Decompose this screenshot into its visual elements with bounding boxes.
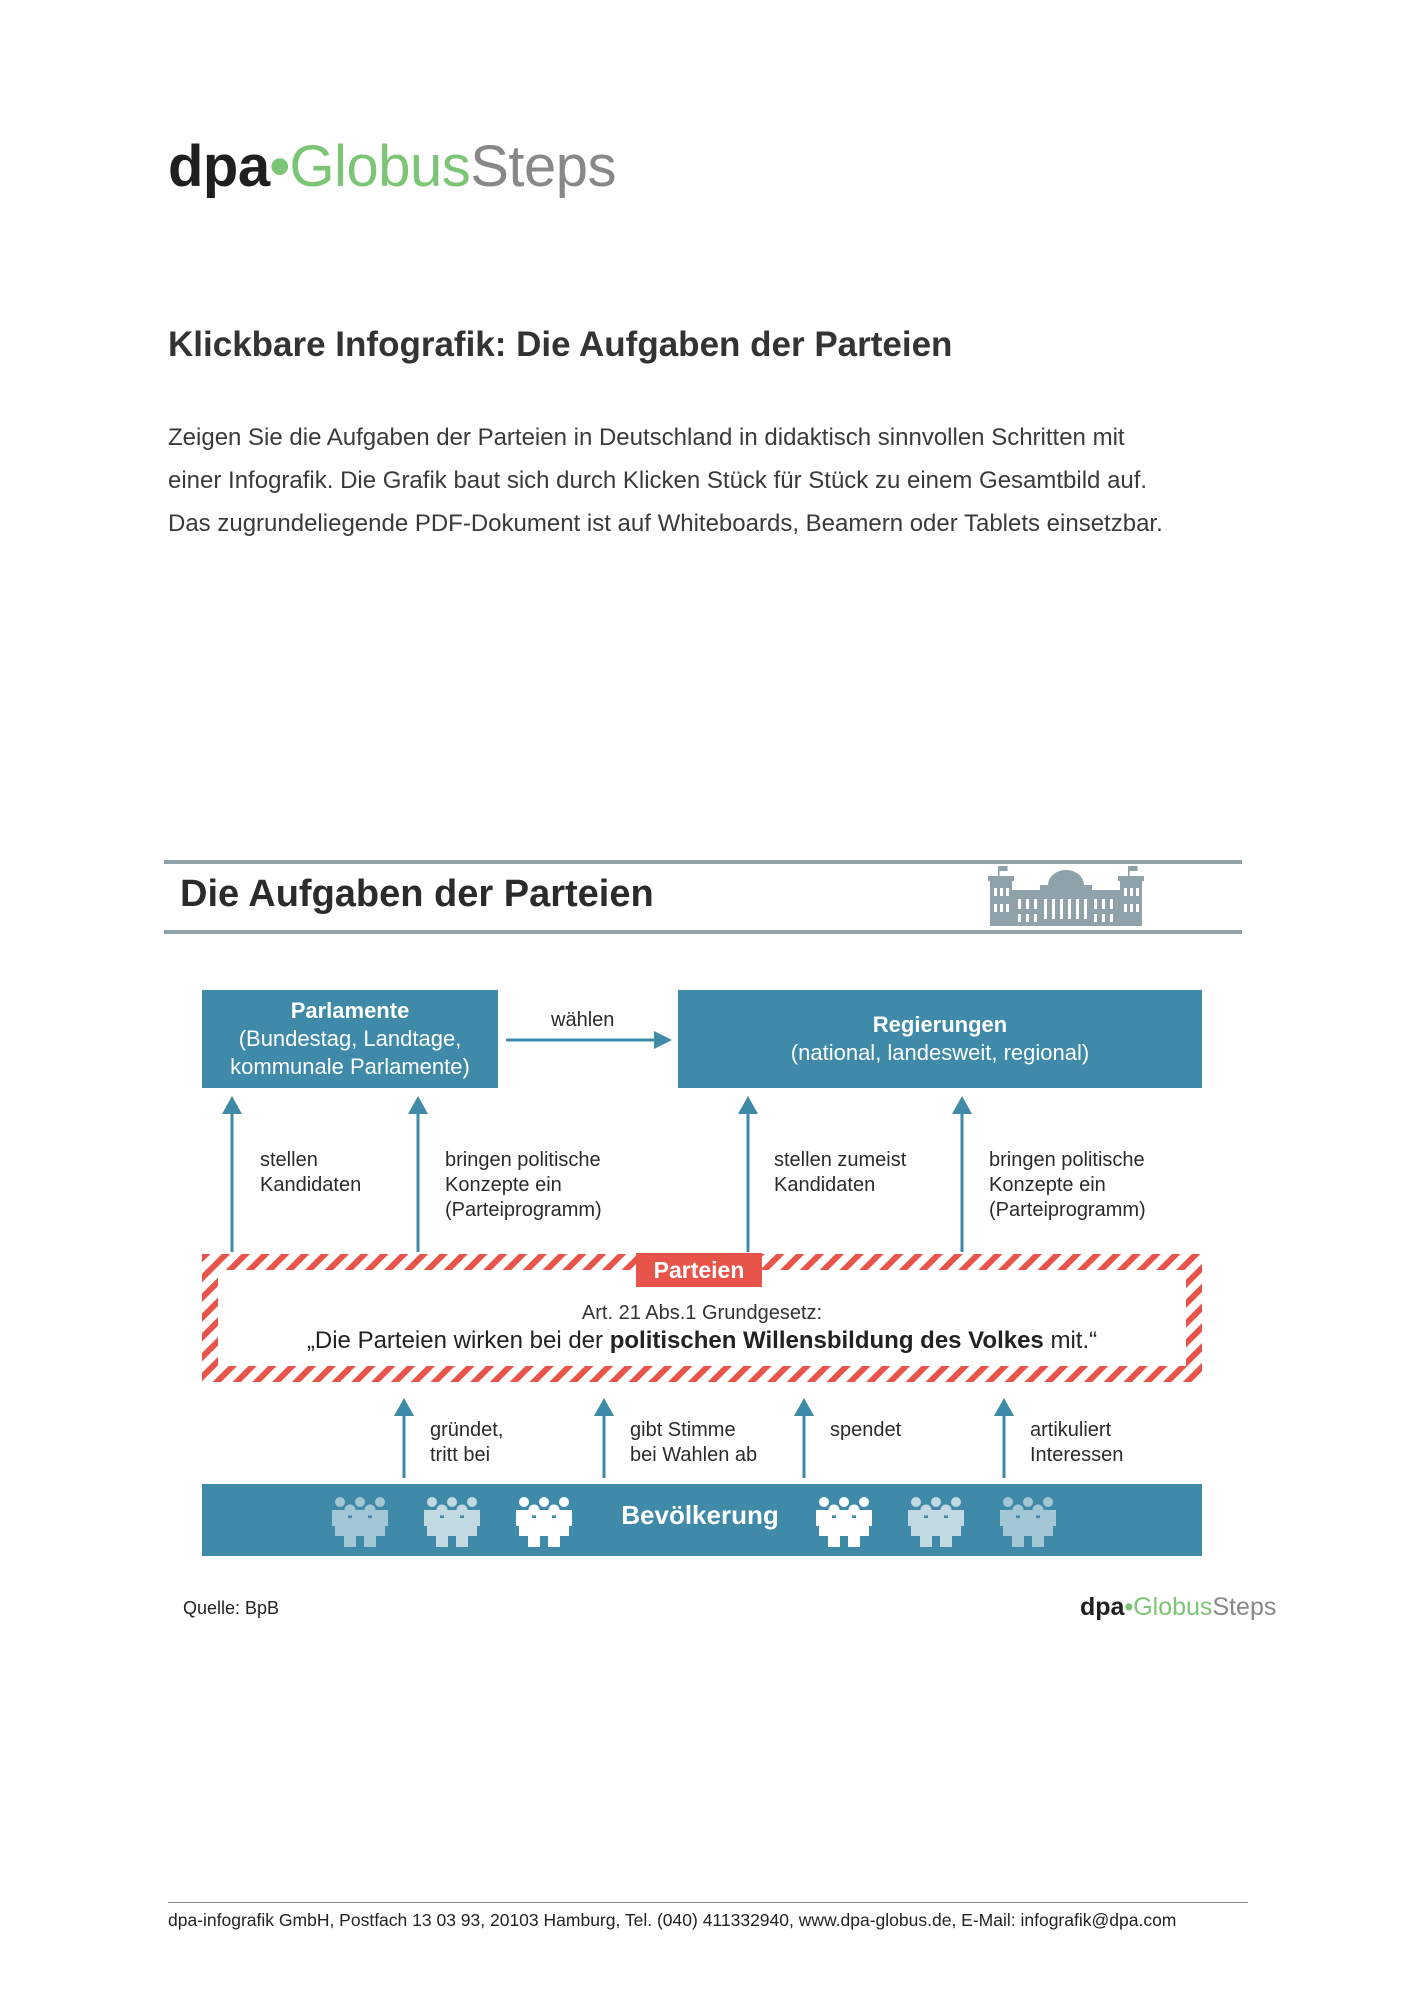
logo-dpa: dpa <box>168 134 270 199</box>
parlamente-subtitle: kommunale Parlamente) <box>230 1054 470 1079</box>
arrow-head-icon <box>394 1398 414 1416</box>
arrow-head-icon <box>738 1096 758 1114</box>
logo-dot: • <box>1124 1593 1134 1621</box>
arrow-head-icon <box>408 1096 428 1114</box>
arrow-head-icon <box>794 1398 814 1416</box>
people-group-icon <box>516 1497 572 1547</box>
label-stellen-zumeist-kandidaten: stellen zumeist Kandidaten <box>774 1149 907 1196</box>
footer-address: dpa-infografik GmbH, Postfach 13 03 93, 20103 Hamburg, Tel. (040) 411332940, www.dpa-globus.de, E-Mail: infografik@dpa.com <box>168 1910 1177 1930</box>
source-note: Quelle: BpB <box>183 1598 280 1618</box>
logo-steps: Steps <box>470 134 617 199</box>
waehlen-label: wählen <box>551 1009 615 1031</box>
intro-line: einer Infografik. Die Grafik baut sich durch Klicken Stück für Stück zu einem Gesamtbild auf. <box>168 467 1148 494</box>
parteien-badge: Parteien <box>636 1253 762 1287</box>
logo-globus: Globus <box>1133 1593 1213 1621</box>
regierungen-subtitle: (national, landesweit, regional) <box>790 1040 1090 1065</box>
graphic-title: Die Aufgaben der Parteien <box>180 873 654 915</box>
label-stellen-kandidaten: stellen Kandidaten <box>260 1149 362 1196</box>
arrow-head-icon <box>994 1398 1014 1416</box>
logo-steps: Steps <box>1212 1593 1277 1621</box>
people-group-icon <box>332 1497 388 1547</box>
page-title: Klickbare Infografik: Die Aufgaben der Parteien <box>168 325 953 364</box>
grundgesetz-quote <box>218 1327 1186 1355</box>
arrow-head-icon <box>952 1096 972 1114</box>
logo-dpa: dpa <box>1080 1593 1125 1621</box>
arrow-head-icon <box>594 1398 614 1416</box>
quote-bold: politischen Willensbildung des Volkes <box>609 1327 1044 1354</box>
bevoelkerung-label: Bevölkerung <box>621 1500 779 1530</box>
label-bringen-konzepte: bringen politische Konzepte ein (Parteiprogramm) <box>989 1149 1146 1221</box>
label-gibt-stimme: gibt Stimme bei Wahlen ab <box>630 1419 758 1466</box>
logo-globus: Globus <box>289 134 471 199</box>
parlamente-title: Parlamente <box>290 998 410 1023</box>
label-artikuliert-interessen: artikuliert Interessen <box>1030 1419 1124 1466</box>
dpa-globus-steps-logo-small <box>1080 1593 1276 1622</box>
intro-line: Zeigen Sie die Aufgaben der Parteien in Deutschland in didaktisch sinnvollen Schritten mit <box>168 424 1125 451</box>
label-gruendet-tritt-bei: gründet, tritt bei <box>430 1419 504 1466</box>
footer-rule <box>168 1902 1248 1903</box>
parlamente-subtitle: (Bundestag, Landtage, <box>238 1026 462 1051</box>
logo-dot: • <box>269 134 290 199</box>
people-group-icon <box>424 1497 480 1547</box>
people-group-icon <box>1000 1497 1056 1547</box>
label-spendet: spendet <box>830 1419 902 1441</box>
regierungen-title: Regierungen <box>872 1012 1008 1037</box>
intro-line: Das zugrundeliegende PDF-Dokument ist auf Whiteboards, Beamern oder Tablets einsetzbar. <box>168 510 1163 537</box>
quote-end: mit.“ <box>1043 1327 1098 1354</box>
grundgesetz-article: Art. 21 Abs.1 Grundgesetz: <box>581 1302 823 1324</box>
quote-start: „Die Parteien wirken bei der <box>306 1327 610 1354</box>
arrow-head-icon <box>222 1096 242 1114</box>
people-group-icon <box>908 1497 964 1547</box>
label-bringen-konzepte: bringen politische Konzepte ein (Parteiprogramm) <box>445 1149 602 1221</box>
